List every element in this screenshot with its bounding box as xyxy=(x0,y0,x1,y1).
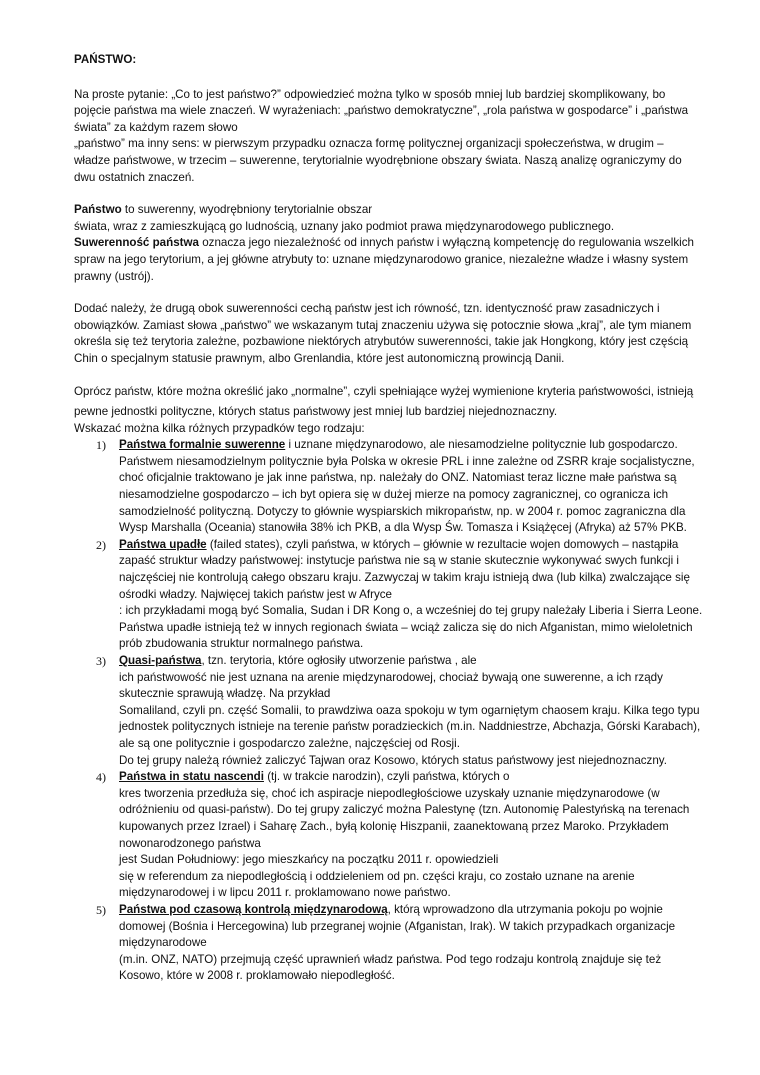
text-line: Na proste pytanie: „Co to jest państwo?” odpowiedzieć można tylko w sposób mniej lub bardziej skomplikowany, bo xyxy=(74,87,666,101)
text-line xyxy=(119,902,714,919)
text-line: ich państwowość nie jest uznana na arenie międzynarodowej, chociaż bywają one suwerenne, a ich rządy xyxy=(119,670,663,684)
list-item xyxy=(74,769,714,902)
case-term: Państwa in statu nascendi xyxy=(119,770,264,784)
text-fragment: oznacza jego niezależność od innych państw i wyłączną kompetencję do regulowania wszelkich xyxy=(199,236,694,250)
text-line: „państwo” ma inny sens: w pierwszym przypadku oznacza formę politycznej organizacji społeczeństwa, w drugim – xyxy=(74,137,664,151)
text-line: Państwa upadłe istnieją też w innych regionach świata – wciąż zalicza się do nich Afganistan, mimo wieloletnich xyxy=(119,620,693,634)
term-panstwo: Państwo xyxy=(74,203,122,217)
text-line xyxy=(74,235,714,252)
text-line: kupowanych przez Izrael) i Saharę Zach., byłą kolonię Hiszpanii, zaanektowaną przez Maroko. Przykładem xyxy=(119,819,669,833)
page-title: PAŃSTWO: xyxy=(74,53,137,66)
text-line: określa się też terytoria zależne, pozbawione niektórych atrybutów suwerenności, takie jak Hongkong, który jest częścią xyxy=(74,335,689,349)
text-line: samodzielność polityczną. Dotyczy to głównie wyspiarskich mikropaństw, np. w 2004 r. pomoc zagraniczna dla xyxy=(119,504,686,518)
text-line: Chin o specjalnym statusie prawnym, albo Grenlandia, które jest autonomiczną prowincją Danii. xyxy=(74,351,565,365)
text-line: najczęściej nie kontrolują całego obszaru kraju. Zazwyczaj w takim kraju istnieją dwa (lub kilka) zwalczające się xyxy=(119,571,690,585)
text-line xyxy=(119,769,714,786)
text-line: ośrodki władzy. Najwięcej takich państw jest w Afryce xyxy=(119,587,392,601)
text-line xyxy=(119,537,714,554)
text-line: domowej (Bośnia i Hercegowina) lub przegranej wojnie (Afganistan, Irak). W takich przypadkach organizacje xyxy=(119,919,676,933)
text-line: odróżnieniu od quasi-państw). Do tej grupy zaliczyć można Palestynę (tzn. Autonomię Palestyńską na terenach xyxy=(119,803,690,817)
intro-paragraph xyxy=(74,87,714,187)
text-line: świata, wraz z zamieszkującą go ludnością, uznany jako podmiot prawa międzynarodowego publicznego. xyxy=(74,219,615,233)
text-line: kres tworzenia przedłuża się, choć ich aspiracje niepodległościowe uzyskały uznanie międzynarodowe (w xyxy=(119,786,660,800)
text-line: międzynarodowej i w lipcu 2011 r. proklamowano nowe państwo. xyxy=(119,886,451,900)
text-line: pewne jednostki polityczne, których status państwowy jest mniej lub bardziej niejednoznaczny. xyxy=(74,405,558,419)
list-number: 1) xyxy=(96,438,106,453)
text-line: Oprócz państw, które można określić jako „normalne”, czyli spełniające wyżej wymienione kryteria państwowości, istnieją xyxy=(74,384,694,398)
list-item xyxy=(74,537,714,653)
text-line: świata” za każdym razem słowo xyxy=(74,120,238,134)
text-line: (m.in. ONZ, NATO) przejmują część uprawnień władz państwa. Pod tego rodzaju kontrolą znajduje się też xyxy=(119,952,662,966)
text-line: jest Sudan Południowy: jego mieszkańcy na początku 2011 r. opowiedzieli xyxy=(119,853,499,867)
text-line: : ich przykładami mogą być Somalia, Sudan i DR Kong o, a wcześniej do tej grupy należały Liberia i Sierra Leone. xyxy=(119,604,703,618)
case-term: Państwa pod czasową kontrolą międzynarodową xyxy=(119,902,388,916)
text-line: międzynarodowe xyxy=(119,936,207,950)
list-number: 2) xyxy=(96,537,106,552)
text-line: prób zbudowania struktur normalnego państwa. xyxy=(119,637,364,651)
text-line xyxy=(74,202,714,219)
equality-paragraph xyxy=(74,301,714,367)
document-page xyxy=(74,52,714,985)
cases-list xyxy=(74,437,714,985)
list-item xyxy=(74,653,714,769)
text-fragment: , którą wprowadzono dla utrzymania pokoju po wojnie xyxy=(387,902,663,916)
text-fragment: to suwerenny, wyodrębniony terytorialnie obszar xyxy=(121,203,373,217)
list-item xyxy=(74,437,714,537)
text-line: skutecznie sprawują władzę. Na przykład xyxy=(119,687,331,701)
text-line: nowonarodzonego państwa xyxy=(119,836,261,850)
text-line: Wskazać można kilka różnych przypadków tego rodzaju: xyxy=(74,421,365,435)
term-suwerennosc: Suwerenność państwa xyxy=(74,236,199,250)
text-line: Państwem niesamodzielnym politycznie była Polska w okresie PRL i inne zależne od ZSRR kraje socjalistyczne, xyxy=(119,454,695,468)
list-number: 3) xyxy=(96,654,106,668)
text-line: zapaść struktur władzy państwowej: instytucje państwa nie są w stanie skutecznie wykonywać swych funkcji i xyxy=(119,554,679,568)
text-line: władze państwowe, w trzecim – suwerenne, terytorialnie wyodrębnione obszary świata. Naszą analizę ograniczymy do xyxy=(74,153,682,167)
text-line: niesamodzielne gospodarczo – ich byt opiera się w dużej mierze na pomocy zagranicznej, co ogranicza ich xyxy=(119,488,669,502)
text-fragment: (tj. w trakcie narodzin), czyli państwa, których o xyxy=(263,770,510,784)
text-fragment: , tzn. terytoria, które ogłosiły utworzenie państwa , ale xyxy=(201,654,477,667)
list-number: 4) xyxy=(96,770,106,785)
text-line: Wysp Marshalla (Oceania) stanowiła 38% ich PKB, a dla Wysp Św. Tomasza i Książęcej (Afryka) aż 57% PKB. xyxy=(119,521,687,535)
definition-paragraph xyxy=(74,202,714,285)
list-number: 5) xyxy=(96,902,106,917)
text-line: choć oficjalnie traktowano je jak inne państwa, np. należały do ONZ. Natomiast teraz liczne małe państwa są xyxy=(119,471,677,485)
text-line: jednostek politycznych istnieje na terenie państw poradzieckich (m.in. Naddniestrze, Abchazja, Górski Karabach), xyxy=(119,720,701,734)
case-term: Państwa upadłe xyxy=(119,537,207,551)
text-line: Somaliland, czyli pn. część Somalii, to prawdziwa oaza spokoju w tym ogarniętym chaosem kraju. Kilka tego typu xyxy=(119,703,700,717)
text-line: spraw na jego terytorium, a jej główne atrybuty to: uznane międzynarodowo granice, niezależne władze i własny system xyxy=(74,252,689,266)
text-line: pojęcie państwa ma wiele znaczeń. W wyrażeniach: „państwo demokratyczne”, „rola państwa w gospodarce” i „państwa xyxy=(74,104,689,118)
text-line: Dodać należy, że drugą obok suwerenności cechą państw jest ich równość, tzn. identyczność praw zasadniczych i xyxy=(74,302,660,316)
other-entities-paragraph xyxy=(74,384,714,438)
text-line: obowiązków. Zamiast słowa „państwo” we wskazanym tutaj znaczeniu używa się potocznie słowa „kraj”, ale tym mianem xyxy=(74,318,692,332)
text-line: prawny (ustrój). xyxy=(74,269,154,283)
text-line: się w referendum za niepodległością i oddzieleniem od pn. części kraju, co zostało uznane na arenie xyxy=(119,869,635,883)
text-line: Kosowo, które w 2008 r. proklamowało niepodległość. xyxy=(119,969,395,983)
case-term: Quasi-państwa xyxy=(119,654,202,667)
text-line: ale są one politycznie i gospodarczo zależne, najczęściej od Rosji. xyxy=(119,736,460,750)
text-fragment: i uznane międzynarodowo, ale niesamodzielne politycznie lub gospodarczo. xyxy=(285,438,678,452)
text-line xyxy=(119,437,714,454)
text-line: Do tej grupy należą również zaliczyć Tajwan oraz Kosowo, których status państwowy jest niejednoznaczny. xyxy=(119,753,667,767)
text-line xyxy=(119,653,714,670)
text-fragment: (failed states), czyli państwa, w których – głównie w rezultacie wojen domowych – nastąpiła xyxy=(206,537,679,551)
case-term: Państwa formalnie suwerenne xyxy=(119,438,286,452)
list-item xyxy=(74,902,714,985)
text-line: dwu ostatnich znaczeń. xyxy=(74,170,195,184)
